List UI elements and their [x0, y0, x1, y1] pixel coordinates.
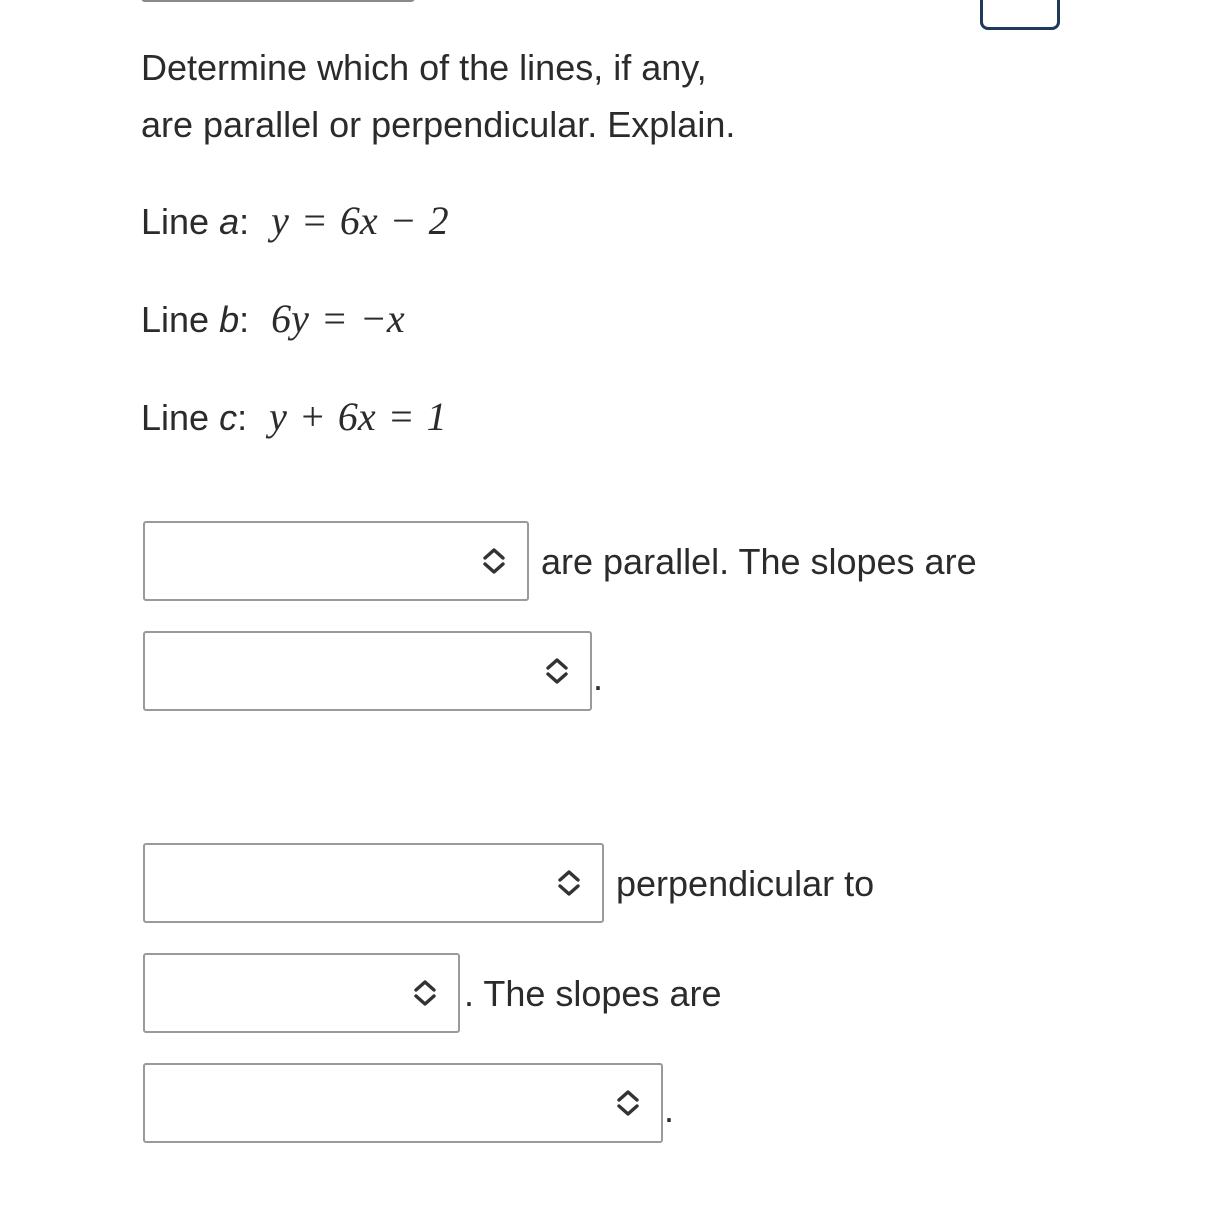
line-b-var: b [219, 299, 240, 340]
line-a-row [141, 198, 449, 245]
parallel-slopes-select[interactable] [143, 631, 592, 711]
up-down-chevron-icon [410, 976, 440, 1010]
perpendicular-period: . [664, 1089, 675, 1130]
line-c-colon: : [237, 397, 248, 438]
top-partial-control [141, 0, 415, 2]
up-down-chevron-icon [479, 544, 509, 578]
top-right-partial-button[interactable] [980, 0, 1060, 30]
parallel-text-1: are parallel. The slopes are [541, 541, 977, 582]
line-a-equation: y = 6x − 2 [271, 198, 449, 243]
up-down-chevron-icon [542, 654, 572, 688]
line-c-equation: y + 6x = 1 [269, 394, 447, 439]
up-down-chevron-icon [613, 1086, 643, 1120]
prompt-line-2: are parallel or perpendicular. Explain. [141, 104, 736, 145]
line-a-colon: : [239, 201, 250, 242]
line-b-prefix: Line [141, 299, 220, 340]
prompt-line-1: Determine which of the lines, if any, [141, 47, 707, 88]
perpendicular-slopes-select[interactable] [143, 1063, 663, 1143]
parallel-period: . [593, 657, 604, 698]
line-a-prefix: Line [141, 201, 220, 242]
line-c-row [141, 394, 447, 441]
line-b-equation: 6y = −x [271, 296, 405, 341]
perpendicular-line-select[interactable] [143, 843, 604, 923]
perpendicular-text-1: perpendicular to [616, 863, 875, 904]
line-a-var: a [219, 201, 240, 242]
up-down-chevron-icon [554, 866, 584, 900]
parallel-lines-select[interactable] [143, 521, 529, 601]
perpendicular-target-select[interactable] [143, 953, 460, 1033]
line-c-prefix: Line [141, 397, 220, 438]
line-b-row [141, 296, 405, 343]
perpendicular-text-2: . The slopes are [464, 973, 722, 1014]
line-b-colon: : [239, 299, 250, 340]
line-c-var: c [219, 397, 238, 438]
